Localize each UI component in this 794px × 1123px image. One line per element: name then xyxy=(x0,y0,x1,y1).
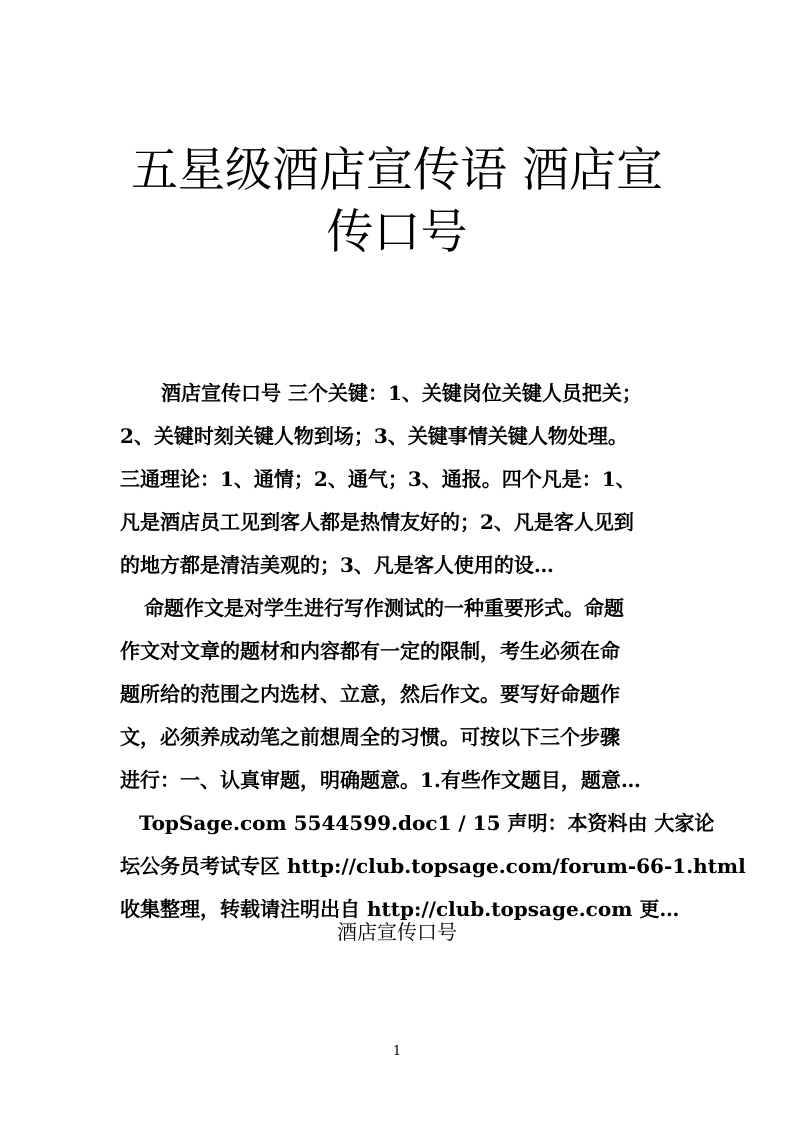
title-line: 传口号 xyxy=(326,205,468,260)
closing-heading: 酒店宣传口号 xyxy=(337,920,457,944)
paragraph-line: 坛公务员考试专区 http://club.topsage.com/forum-66-1.html xyxy=(120,854,746,878)
paragraph-line: 命题作文是对学生进行写作测试的一种重要形式。命题 xyxy=(144,596,624,620)
paragraph-line: 收集整理，转载请注明出自 http://club.topsage.com 更… xyxy=(120,897,680,921)
paragraph-line: TopSage.com 5544599.doc1 / 15 声明：本资料由 大家论 xyxy=(139,811,715,835)
paragraph-line: 的地方都是清洁美观的；3、凡是客人使用的设… xyxy=(120,553,554,577)
document-title xyxy=(0,140,794,264)
paragraph-line: 2、关键时刻关键人物到场；3、关键事情关键人物处理。 xyxy=(120,424,628,448)
paragraph-line: 作文对文章的题材和内容都有一定的限制，考生必须在命 xyxy=(120,639,620,663)
page-number: 1 xyxy=(392,1044,402,1059)
title-line: 五星级酒店宣传语 酒店宣 xyxy=(131,143,663,198)
paragraph-line: 题所给的范围之内选材、立意，然后作文。要写好命题作 xyxy=(120,682,620,706)
document-body xyxy=(120,372,746,931)
paragraph-line: 凡是酒店员工见到客人都是热情友好的；2、凡是客人见到 xyxy=(120,510,634,534)
paragraph-line: 酒店宣传口号 三个关键：1、关键岗位关键人员把关； xyxy=(161,381,642,405)
paragraph-line: 三通理论：1、通情；2、通气；3、通报。四个凡是：1、 xyxy=(120,467,636,491)
paragraph-line: 文，必须养成动笔之前想周全的习惯。可按以下三个步骤 xyxy=(120,725,620,749)
paragraph-line: 进行：一、认真审题，明确题意。1.有些作文题目，题意… xyxy=(120,768,641,792)
